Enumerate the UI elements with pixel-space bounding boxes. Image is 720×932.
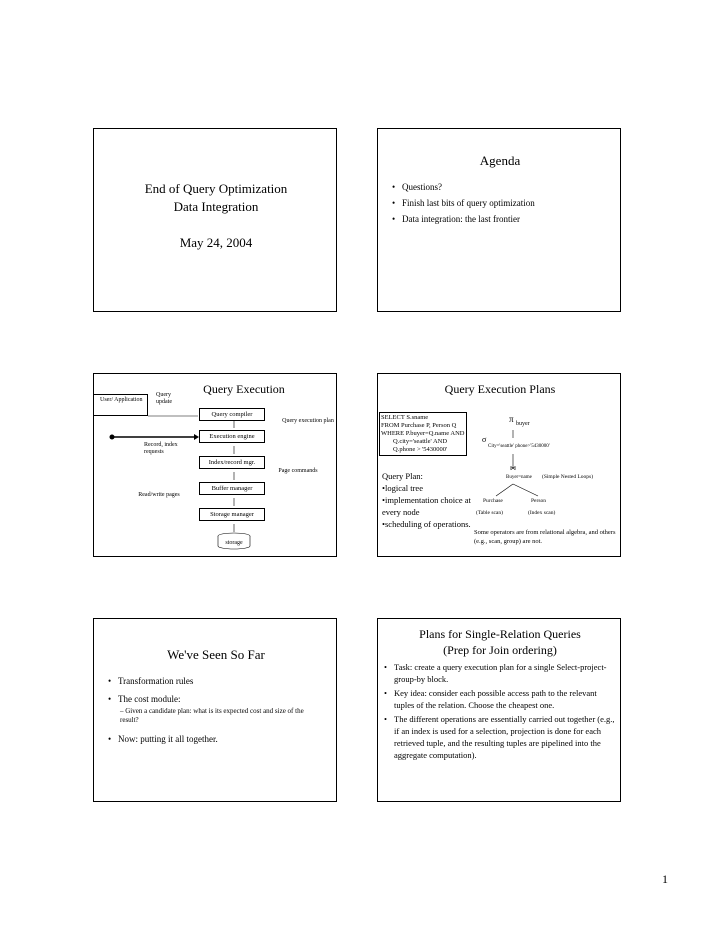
slide-title: Agenda (479, 153, 521, 168)
user-application-box: User/ Application (94, 394, 148, 416)
index-record-mgr-box: Index/record mgr. (199, 456, 265, 469)
list-item: • Key idea: consider each possible access path to the relevant tuples of the relation. Choose the cheapest one. (384, 687, 618, 711)
slide-date: May 24, 2004 (179, 235, 253, 250)
sub-item-text: Given a candidate plan: what is its expected cost and size of the result? (120, 707, 304, 724)
slide-5 (93, 618, 337, 802)
sql-line: FROM Purchase P, Person Q (381, 422, 457, 429)
list-item: • Task: create a query execution plan for a single Select-project-group-by block. (384, 661, 618, 685)
list-item: • The cost module: (108, 693, 333, 705)
slide-title-line2: Data Integration (173, 199, 259, 214)
query-plan-notes (382, 470, 474, 530)
sql-line: WHERE P.buyer=Q.name AND (381, 430, 465, 437)
list-item-text: scheduling of operations. (384, 519, 471, 529)
page-number: 1 (662, 872, 668, 886)
query-execution-plan-label: Query execution plan (282, 418, 334, 424)
slide-title: Query Execution (203, 382, 285, 396)
list-item-text: implementation choice at every node (382, 495, 471, 517)
sigma-symbol: σ (482, 435, 487, 444)
join-symbol: ⋈ (510, 466, 516, 472)
storage-label: storage (225, 540, 243, 546)
list-item-text: logical tree (384, 483, 423, 493)
query-plan-heading: Query Plan: (382, 471, 423, 481)
list-item: •logical tree (382, 483, 423, 493)
sql-line: Q.phone > '5430000' (393, 446, 448, 453)
list-item: • The different operations are essentially carried out together (e.g., if an index is used for a selection, projection is done for each retrieved tuple, and the resulting tuples are pipelined into the aggregate computation). (384, 713, 618, 761)
list-item: •implementation choice at every node (382, 495, 471, 517)
slide-4 (377, 373, 621, 557)
index-scan-label: (Index scan) (528, 510, 556, 516)
sql-line: Q.city='seattle' AND (393, 438, 448, 445)
slide-title: We've Seen So Far (167, 647, 265, 662)
operators-note: Some operators are from relational algebra, and others (e.g., scan, group) are not. (474, 529, 616, 545)
slide-3 (93, 373, 337, 557)
list-item: • Data integration: the last frontier (392, 213, 617, 225)
seen-so-far-list (108, 675, 333, 708)
sigma-label: City='seattle' phone>'5430000' (488, 444, 550, 449)
slide-2 (377, 128, 621, 312)
list-item: • Questions? (392, 181, 617, 193)
list-item: • Now: putting it all together. (108, 733, 333, 745)
query-compiler-box: Query compiler (199, 408, 265, 421)
buffer-manager-box: Buffer manager (199, 482, 265, 495)
sub-item: – Given a candidate plan: what is its expected cost and size of the result? (120, 707, 304, 724)
slide-title: Query Execution Plans (444, 382, 556, 396)
query-update-label: Query update (156, 392, 172, 405)
execution-engine-box: Execution engine (199, 430, 265, 443)
storage-manager-box: Storage manager (199, 508, 265, 521)
slide-title-line1: Plans for Single-Relation Queries (419, 627, 581, 641)
agenda-list (392, 181, 617, 225)
person-label: Person (531, 498, 546, 504)
list-item: • Transformation rules (108, 675, 333, 687)
nested-loops-label: (Simple Nested Loops) (542, 474, 594, 480)
table-scan-label: (Table scan) (476, 510, 503, 516)
slide-title-line2: (Prep for Join ordering) (443, 643, 557, 657)
list-item: • Finish last bits of query optimization (392, 197, 617, 209)
sql-line: SELECT S.sname (381, 414, 429, 421)
read-write-label: Read/write pages (138, 492, 180, 498)
join-label: Buyer=name (506, 475, 532, 480)
slide-title-line1: End of Query Optimization (144, 181, 288, 196)
slide-1 (93, 128, 337, 312)
pi-label: buyer (516, 421, 530, 427)
slide-6 (377, 618, 621, 802)
list-item: •scheduling of operations. (382, 519, 471, 529)
page-commands-label: Page commands (278, 468, 318, 474)
pi-symbol: π (509, 414, 514, 424)
plans-list (384, 661, 618, 761)
record-index-label: Record, index requests (144, 442, 178, 455)
now-list (108, 733, 333, 745)
purchase-label: Purchase (483, 498, 503, 504)
